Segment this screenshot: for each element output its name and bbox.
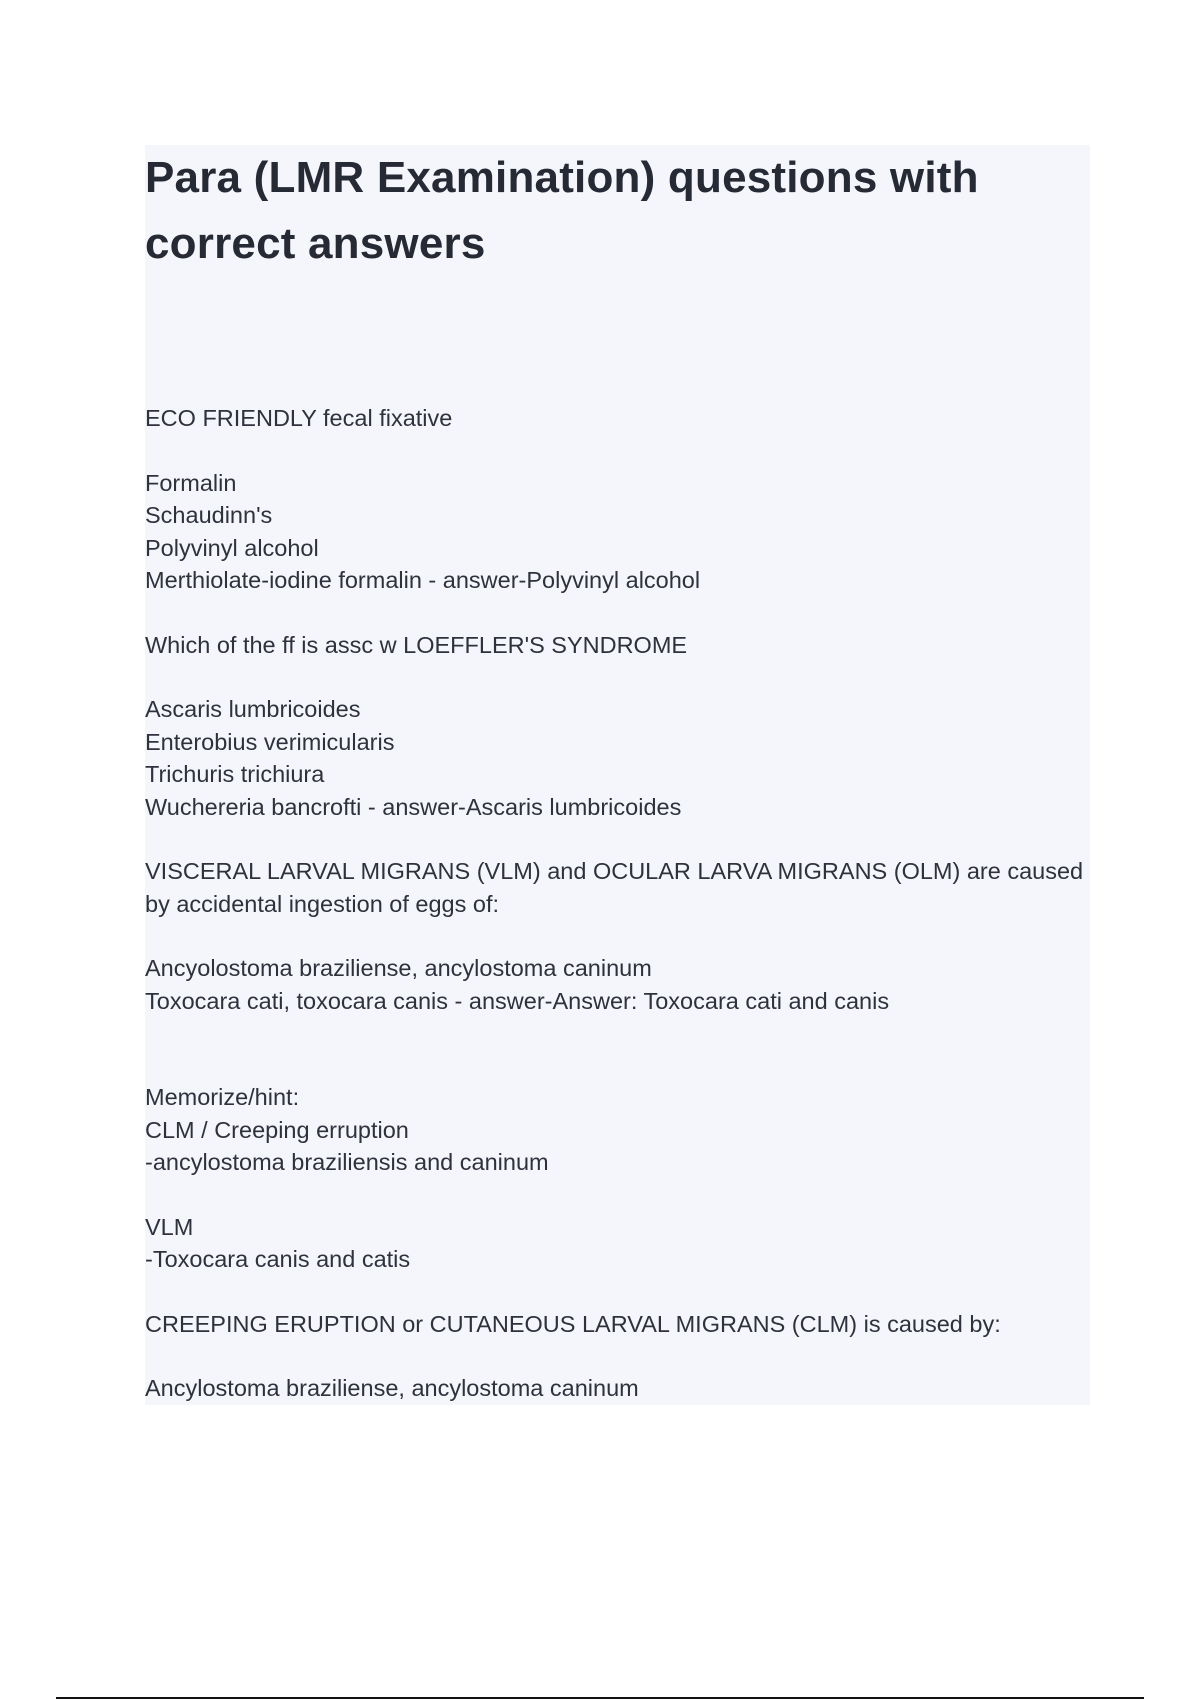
option-line: Polyvinyl alcohol xyxy=(145,534,319,561)
text-line: CLM / Creeping erruption xyxy=(145,1116,409,1143)
question-1-prompt xyxy=(145,402,1090,435)
option-line: Enterobius verimicularis xyxy=(145,728,395,755)
text-line: -Toxocara canis and catis xyxy=(145,1246,411,1272)
option-line: Ascaris lumbricoides xyxy=(145,696,361,722)
question-2-prompt xyxy=(145,629,1090,662)
question-1-options xyxy=(145,467,1090,597)
text-line: -ancylostoma braziliensis and caninum xyxy=(145,1149,549,1175)
document-title: Para (LMR Examination) questions with correct answers xyxy=(145,153,979,268)
text-line: VLM xyxy=(145,1213,194,1240)
text-line: ECO FRIENDLY fecal fixative xyxy=(145,405,453,431)
option-answer-line: Toxocara cati, toxocara canis - answer-Answer: Toxocara cati and canis xyxy=(145,987,890,1014)
memorize-hint xyxy=(145,1081,1090,1179)
text-line: Which of the ff is assc w LOEFFLER'S SYNDROME xyxy=(145,631,688,658)
option-line: Ancylostoma braziliense, ancylostoma caninum xyxy=(145,1375,639,1401)
option-answer-line: Merthiolate-iodine formalin - answer-Polyvinyl alcohol xyxy=(145,567,701,593)
document-page-content xyxy=(145,145,1090,1405)
question-3-options xyxy=(145,952,1090,1017)
text-line: VISCERAL LARVAL MIGRANS (VLM) and OCULAR LARVA MIGRANS (OLM) are caused by accidental ingestion of eggs of: xyxy=(145,858,1090,917)
question-3-prompt xyxy=(145,855,1090,920)
option-answer-line: Wuchereria bancrofti - answer-Ascaris lumbricoides xyxy=(145,793,682,820)
question-2-options xyxy=(145,693,1090,823)
option-line: Schaudinn's xyxy=(145,502,273,528)
text-line: Memorize/hint: xyxy=(145,1084,300,1110)
text-line: CREEPING ERUPTION or CUTANEOUS LARVAL MIGRANS (CLM) is caused by: xyxy=(145,1310,1001,1337)
question-4-prompt xyxy=(145,1308,1090,1341)
document-body xyxy=(145,402,1090,1405)
option-line: Trichuris trichiura xyxy=(145,761,325,787)
option-line: Formalin xyxy=(145,469,237,496)
page-bottom-divider xyxy=(56,1697,1144,1699)
vlm-hint xyxy=(145,1211,1090,1276)
option-line: Ancyolostoma braziliense, ancylostoma caninum xyxy=(145,955,652,981)
question-4-options xyxy=(145,1372,1090,1405)
